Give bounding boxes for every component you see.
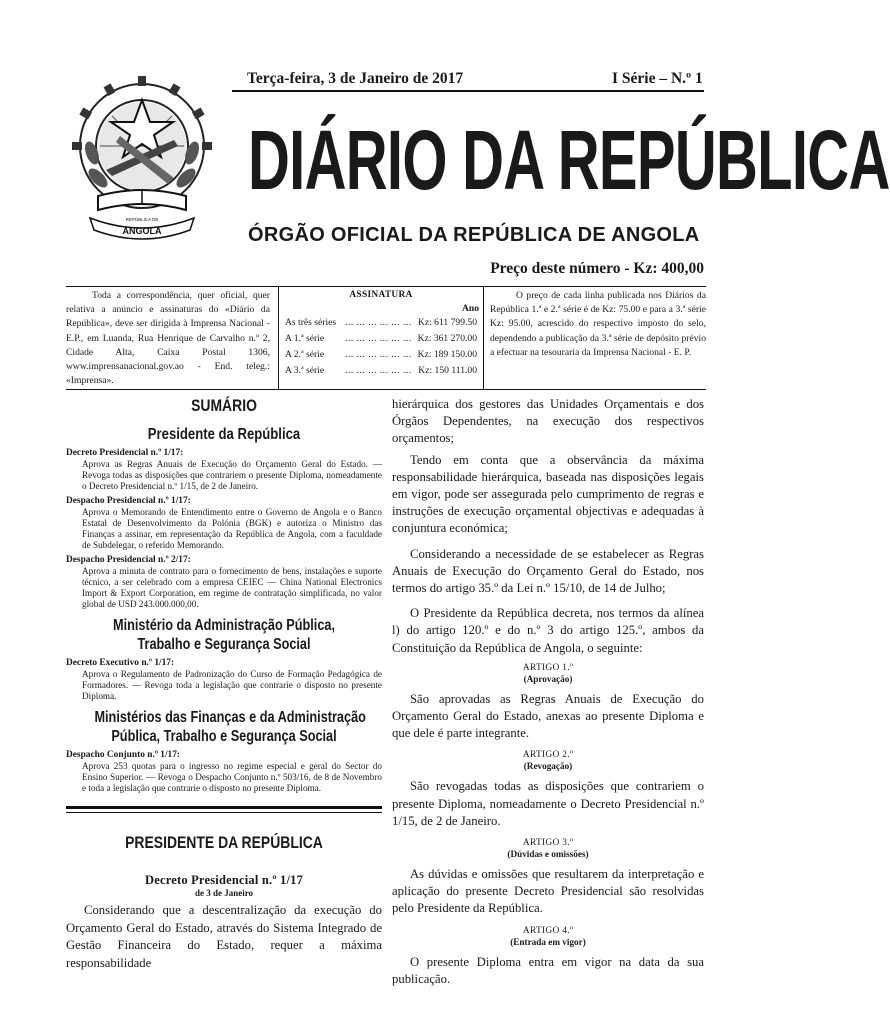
- section-heading: PRESIDENTE DA REPÚBLICA: [125, 833, 323, 852]
- summary-entry-title: Decreto Presidencial n.º 1/17:: [66, 448, 184, 458]
- summary-ministry-heading: Ministério da Administração Pública,: [112, 617, 336, 634]
- issue-price: Preço deste número - Kz: 400,00: [490, 260, 704, 277]
- body-paragraph: Tendo em conta que a observância da máxima responsabilidade hierárquica, baseada nas disposições legais em vigor, pode ser assegurada pelo cumprimento de regras e instruções de execução orçamental objectivas e adequadas à conjuntura económica;: [392, 452, 704, 536]
- article-title: (Aprovação): [523, 673, 573, 684]
- summary-section-president: Presidente da República: [147, 426, 301, 443]
- summary-entry-desc: Aprova as Regras Anuais de Execução do Orçamento Geral do Estado. — Revoga todas as disposições que contrariem o presente Diploma, nomeadamente o Decreto Presidencial n.º 1/15, de 2 de Janeiro.: [82, 459, 382, 491]
- article-number: ARTIGO 2.º: [522, 750, 574, 761]
- article-title: (Dúvidas e omissões): [507, 849, 589, 860]
- body-paragraph: hierárquica dos gestores das Unidades Orçamentais e dos Órgãos Dependentes, na execução dos respectivos orçamentos;: [392, 397, 704, 446]
- article-text: O presente Diploma entra em vigor na data da sua publicação.: [392, 954, 704, 986]
- summary-entry-title: Despacho Conjunto n.º 1/17:: [66, 750, 181, 760]
- article-title: (Revogação): [523, 761, 573, 772]
- summary-title: SUMÁRIO: [191, 396, 257, 415]
- correspondence-notice: Toda a correspondência, quer oficial, quer relativa a anúncio e assinaturas do «Diário da República», deve ser dirigida à Imprensa Nacional - E.P., em Luanda, Rua Henrique de Carvalho n.º 2, Cidade Alta, Caixa Postal 1306, www.imprensanacional.gov.ao - End. teleg.: «Imprensa».: [66, 290, 270, 387]
- subscription-label: As três séries: [285, 317, 337, 329]
- issue-date: Terça-feira, 3 de Janeiro de 2017: [247, 70, 464, 87]
- subscription-price: Kz: 611 799.50: [417, 317, 477, 329]
- decree-body-column: [392, 396, 704, 996]
- summary-entry-desc: Aprova a minuta de contrato para o fornecimento de bens, instalações e suporte técnico, a ser celebrado com a empresa CEIEC — China National Electronics Import & Export Corporation, em regime de contratação simplificada, no valor global de USD 243.000.000,00.: [82, 566, 382, 609]
- summary-entry-title: Decreto Executivo n.º 1/17:: [66, 658, 175, 668]
- summary-column: [66, 394, 382, 972]
- decree-date: de 3 de Janeiro: [194, 888, 254, 898]
- body-paragraph: O Presidente da República decreta, nos termos da alínea l) do artigo 120.º e do n.º 3 do artigo 125.º, ambos da Constituição da República de Angola, o seguinte:: [392, 606, 704, 655]
- summary-entry-desc: Aprova 253 quotas para o ingresso no regime especial e geral do Sector do Ensino Superior. — Revoga o Despacho Conjunto n.º 503/16, de 8 de Novembro e toda a legislação que contrarie o disposto no presente Diploma.: [82, 761, 382, 793]
- summary-entry-title: Despacho Presidencial n.º 1/17:: [66, 496, 191, 506]
- subscription-year-label: Ano: [461, 303, 479, 315]
- subscription-dots: ... ... ... ... ... ...: [345, 364, 412, 376]
- subscription-dots: ... ... ... ... ... ...: [345, 317, 412, 329]
- subscription-price: Kz: 189 150.00: [417, 349, 477, 360]
- article-number: ARTIGO 3.º: [522, 838, 574, 849]
- subscription-dots: ... ... ... ... ... ...: [345, 349, 412, 360]
- subscription-price: Kz: 361 270.00: [417, 333, 477, 345]
- info-box: [66, 286, 706, 390]
- subscription-price: Kz: 150 111.00: [418, 364, 477, 376]
- summary-ministry-heading: Ministérios das Finanças e da Administração: [94, 709, 366, 726]
- publication-title: DIÁRIO DA REPÚBLICA: [248, 113, 890, 207]
- svg-text:REPÚBLICA DE: REPÚBLICA DE: [125, 217, 159, 222]
- subscription-row: [279, 364, 483, 380]
- svg-text:ANGOLA: ANGOLA: [122, 226, 162, 236]
- article-text: São revogadas todas as disposições que contrariem o presente Diploma, nomeadamente o Decreto Presidencial n.º 1/15, de 2 de Janeiro.: [392, 779, 704, 828]
- summary-entry-desc: Aprova o Regulamento de Padronização do Curso de Formação Pedagógica de Formadores. — Revoga toda a legislação que contrarie o disposto no presente Diploma.: [82, 669, 382, 701]
- subscription-label: A 3.ª série: [285, 364, 325, 376]
- article-number: ARTIGO 4.º: [522, 925, 574, 936]
- line-price-notice: O preço de cada linha publicada nos Diários da República 1.ª e 2.ª série é de Kz: 75.00 e para a 3.ª série Kz: 95.00, acrescido do respectivo imposto do selo, dependendo a publicação da 3.ª série de depósito prévio a efectuar na tesouraria da Imprensa Nacional - E. P.: [490, 290, 706, 358]
- subscription-label: A 2.ª série: [285, 349, 325, 360]
- subscription-heading: ASSINATURA: [349, 290, 413, 300]
- article-number: ARTIGO 1.º: [522, 662, 574, 673]
- article-text: São aprovadas as Regras Anuais de Execução do Orçamento Geral do Estado, anexas ao presente Diploma e que dele é parte integrante.: [392, 691, 704, 741]
- subscription-table: [278, 287, 484, 389]
- summary-entry-title: Despacho Presidencial n.º 2/17:: [66, 555, 191, 565]
- body-paragraph: Considerando a necessidade de se estabelecer as Regras Anuais de Execução do Orçamento Geral do Estado, nos termos do artigo 35.º da Lei n.º 15/10, de 14 de Julho;: [392, 546, 704, 596]
- masthead-rule: [232, 90, 704, 92]
- summary-ministry-heading: Trabalho e Segurança Social: [137, 636, 311, 653]
- decree-title: Decreto Presidencial n.º 1/17: [144, 873, 304, 887]
- subscription-row: [279, 348, 483, 364]
- summary-ministry-heading: Pública, Trabalho e Segurança Social: [111, 728, 337, 745]
- issue-series: I Série – N.º 1: [612, 70, 703, 87]
- subscription-row: [279, 332, 483, 348]
- publication-subtitle: ÓRGÃO OFICIAL DA REPÚBLICA DE ANGOLA: [248, 224, 700, 246]
- article-text: As dúvidas e omissões que resultarem da interpretação e aplicação do presente Decreto Presidencial são resolvidas pelo Presidente da República.: [392, 867, 704, 916]
- decree-intro-paragraph: Considerando que a descentralização da execução do Orçamento Geral do Estado, através do Sistema Integrado de Gestão Financeira do Estado, requer a máxima responsabilidade: [66, 903, 382, 970]
- section-divider: [66, 806, 382, 813]
- summary-entry-desc: Aprova o Memorando de Entendimento entre o Governo de Angola e o Banco Estatal de Desenvolvimento da Polónia (BGK) e autoriza o Ministro das Finanças a assinar, em representação da República de Angola, com a faculdade de Subdelegar, o referido Memorando.: [82, 507, 382, 550]
- angola-emblem-icon: [62, 58, 222, 248]
- subscription-label: A 1.ª série: [285, 333, 325, 345]
- subscription-row: [279, 316, 483, 332]
- subscription-dots: ... ... ... ... ... ...: [345, 333, 412, 345]
- article-title: (Entrada em vigor): [510, 936, 586, 947]
